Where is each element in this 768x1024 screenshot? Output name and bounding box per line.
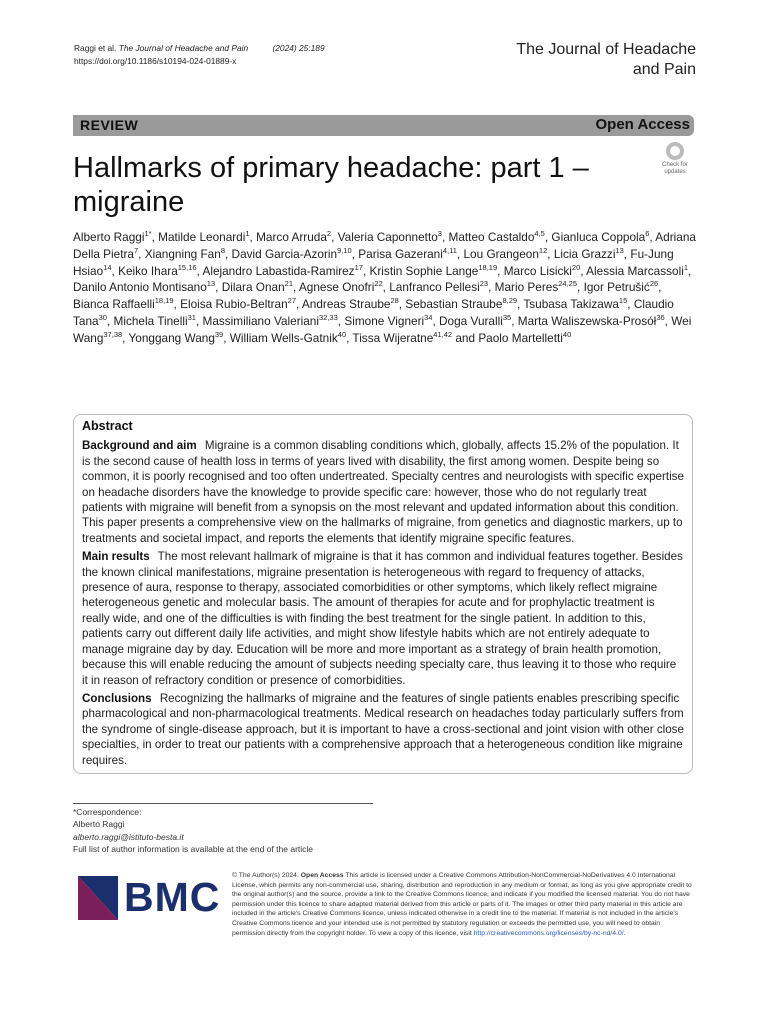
author-name: Bianca Raffaelli [73,297,155,312]
author-entry[interactable] [129,331,224,345]
author-entry[interactable] [73,280,215,294]
author-entry[interactable] [338,230,442,244]
author-name: Paolo Martelletti [478,330,563,345]
author-name: Claudio Tana [73,297,674,328]
author-name: Massimiliano Valeriani [202,313,319,328]
author-name: Adriana Della Pietra [73,230,696,261]
author-affiliation: 2 [326,229,332,239]
author-affiliation: 13 [206,279,216,289]
author-affiliation: 32,33 [318,313,338,323]
author-entry[interactable] [73,297,174,311]
author-affiliation: 28 [390,296,399,306]
author-affiliation: 1 [245,229,250,239]
results-heading: Main results [82,550,150,564]
author-affiliation: 39 [214,329,224,339]
author-name: Alejandro Labastida-Ramirez [202,263,355,278]
author-name: Michela Tinelli [113,313,188,328]
author-entry[interactable] [463,247,547,261]
author-entry[interactable] [495,280,577,294]
author-entry[interactable] [449,230,545,244]
author-affiliation: 18,19 [478,262,498,272]
author-entry[interactable] [73,230,152,244]
author-entry[interactable] [478,331,571,345]
bmc-logo-mark [78,876,118,920]
check-for-updates-badge[interactable] [656,142,694,180]
correspondence-name: Alberto Raggi [73,819,125,830]
author-name: Danilo Antonio Montisano [73,280,207,295]
author-affiliation: 14 [103,262,112,272]
author-conjunction: and [455,330,476,345]
author-affiliation: 37,38 [103,329,123,339]
license-open-access: Open Access [300,872,344,879]
author-affiliation: 22 [374,279,383,289]
author-name: Parisa Gazerani [358,246,443,261]
journal-name-line2: and Pain [632,61,696,78]
check-updates-line1: Check for [662,162,688,168]
background-heading: Background and aim [82,439,197,453]
author-affiliation: 23 [479,279,489,289]
citation-journal: The Journal of Headache and Pain [118,43,249,53]
author-entry[interactable] [232,247,352,261]
author-entry[interactable] [230,331,346,345]
author-entry[interactable] [352,331,452,345]
author-affiliation: 18,19 [154,296,174,306]
author-entry[interactable] [523,297,627,311]
author-entry[interactable] [344,314,432,328]
footnote-divider [73,803,373,804]
author-name: David Garcia-Azorin [231,246,338,261]
author-entry[interactable] [203,314,338,328]
author-name: Fu-Jung Hsiao [73,246,674,278]
author-entry[interactable] [299,280,383,294]
author-entry[interactable] [222,280,293,294]
author-entry[interactable] [256,230,331,244]
author-name: Igor Petrušić [583,280,650,295]
author-name: Andreas Straube [301,297,391,312]
author-affiliation: 7 [133,245,139,255]
author-affiliation: 1 [683,262,689,272]
author-name: Alberto Raggi [73,230,145,244]
author-affiliation: 1* [144,229,152,239]
author-name: Doga Vuralli [439,313,503,328]
author-entry[interactable] [358,247,457,261]
author-affiliation: 36 [656,313,665,323]
correspondence-label: *Correspondence: [73,807,142,817]
background-text: Migraine is a common disabling conditions which, globally, affects 15.2% of the population. It is the second cause of health loss in terms of years lived with disability, the first among women. Despite being so common, it is poorly recognised and too often undertreated. Specialty centres and neurologists with specific expertise on headache disorders have the knowledge to provide specific care: however, those who do not regularly treat patients with migraine will benefit from a synopsis on the most relevant and updated information about this condition. This paper presents a comprehensive view on the hallmarks of migraine, from genetics and diagnostic markers, up to treatments and societal impact, and reports the elements that identify migraine specific features. [82,439,684,545]
author-name: Gianluca Coppola [551,230,646,244]
author-name: Tsubasa Takizawa [523,297,619,312]
conclusions-heading: Conclusions [82,691,152,705]
author-affiliation: 15 [618,296,628,306]
author-info-note: Full list of author information is available at the end of the article [73,843,314,854]
author-affiliation: 40 [562,329,572,339]
author-affiliation: 8 [220,245,225,255]
author-affiliation: 24,25 [558,279,578,289]
abstract-results [82,549,684,688]
license-end: . [623,929,626,937]
article-title: Hallmarks of primary headache: part 1 – migraine [73,152,589,218]
author-entry[interactable] [554,247,624,261]
author-affiliation: 27 [287,296,296,306]
author-affiliation: 34 [424,313,433,323]
author-affiliation: 26 [649,279,659,289]
author-affiliation: 12 [538,245,548,255]
author-name: Matteo Castaldo [448,230,535,244]
footnotes [73,806,393,855]
author-affiliation: 40 [337,329,347,339]
author-affiliation: 20 [571,262,581,272]
correspondence-email[interactable]: alberto.raggi@istituto-besta.it [73,831,184,842]
author-entry[interactable] [584,280,659,294]
article-type-banner [73,115,694,136]
article-type-label: REVIEW [80,117,139,133]
author-affiliation: 31 [187,313,196,323]
author-name: William Wells-Gatnik [229,330,338,345]
abstract-heading: Abstract [82,419,133,433]
open-access-label: Open Access [595,116,690,133]
author-name: Wei Wang [73,313,692,345]
abstract-conclusions [82,691,684,768]
author-entry[interactable] [302,297,399,311]
author-name: Lou Grangeon [463,246,539,261]
license-text: This article is licensed under a Creative Commons Attribution-NonCommercial-NoDerivatives 4.0 International License, which permits any non-commercial use, sharing, distribution and reproduction in any medium or format, as long as you give appropriate credit to the original author(s) and the source, provide a link to the Creative Commons licence, and indicate if you modified the licensed material. You do not have permission under this licence to share adapted material derived from this article or parts of it. The images or other third party material in this article are included in the article's Creative Commons licence, unless indicated otherwise in a credit line to the material. If material is not included in the article's Creative Commons licence and your intended use is not permitted by statutory regulation or exceeds the permitted use, you will need to obtain permission directly from the copyright holder. To view a copy of this licence, visit [232,872,692,937]
check-updates-text [656,162,694,176]
author-name: Sebastian Straube [405,297,503,312]
author-entry[interactable] [370,264,498,278]
author-name: Kristin Sophie Lange [369,263,479,278]
author-entry[interactable] [551,230,649,244]
check-updates-line2: updates [664,169,686,175]
journal-name-line1: The Journal of Headache [516,41,696,58]
author-name: Licia Grazzi [553,246,616,261]
author-affiliation: 3 [437,229,442,239]
author-affiliation: 21 [284,279,293,289]
author-entry[interactable] [180,297,296,311]
author-entry[interactable] [145,247,225,261]
author-affiliation: 17 [354,262,363,272]
author-name: Matilde Leonardi [158,230,246,244]
author-affiliation: 8,29 [502,296,518,306]
author-name: Mario Peres [494,280,559,295]
author-entry[interactable] [158,230,249,244]
author-affiliation: 41,42 [433,329,453,339]
citation-authors: Raggi et al. [74,43,117,53]
license-statement [232,871,694,938]
author-affiliation: 4,5 [534,229,545,239]
author-name: Eloisa Rubio-Beltran [180,297,288,312]
bmc-logo-text: BMC [124,874,221,920]
author-name: Xiangning Fan [144,246,221,261]
license-link[interactable]: http://creativecommons.org/licenses/by-nc-nd/4.0/ [473,929,624,937]
citation-year: (2024) 25:189 [272,43,325,53]
author-name: Agnese Onofri [298,280,375,295]
author-name: Dilara Onan [221,280,285,295]
author-entry[interactable] [518,314,665,328]
author-affiliation: 30 [98,313,107,323]
author-entry[interactable] [202,264,362,278]
author-name: Marco Arruda [256,230,327,244]
journal-name [516,40,696,80]
author-entry[interactable] [389,280,488,294]
author-entry[interactable] [405,297,517,311]
author-entry[interactable] [504,264,581,278]
check-updates-icon [666,142,684,160]
license-copyright: © The Author(s) 2024. [232,872,299,879]
author-name: Marco Lisicki [503,263,572,278]
author-name: Keiko Ihara [118,263,178,278]
author-affiliation: 35 [502,313,512,323]
conclusions-text: Recognizing the hallmarks of migraine and the features of single patients enables prescribing specific pharmacological and non-pharmacological treatments. Medical research on headaches today particularly suffers from the syndrome of single-disease approach, but it is important to have a cross-sectional and joint vision with other close specialties, in order to treat our patients with a comprehensive approach that a heterogeneous condition like migraine requires. [82,691,684,767]
bmc-logo [78,874,221,920]
author-name: Simone Vigneri [344,313,425,328]
author-list: Alberto Raggi$^{1*}$, Matilde Leonardi$^1$, Marco Arruda$^2$, Valeria Caponnetto$^3$, Matteo Castaldo$^{4,5}$, Gianluca Coppola$^6$, Adriana Della Pietra$^7$, Xiangning Fan$^8$, David Garcia-Azorin$^{9,10}$, Parisa Gazerani$^{4,11}$, Lou Grangeon$^{12}$, Licia Grazzi$^{13}$, Fu-Jung Hsiao$^{14}$, Keiko Ihara$^{15,16}$, Alejandro Labastida-Ramirez$^{17}$, Kristin Sophie Lange$^{18,19}$, Marco Lisicki$^{20}$, Alessia Marcassoli$^1$, Danilo Antonio Montisano$^{13}$, Dilara Onan$^{21}$, Agnese Onofri$^{22}$, Lanfranco Pellesi$^{23}$, Mario Peres$^{24,25}$, Igor Petrušić$^{26}$, Bianca Raffaelli$^{18,19}$, Eloisa Rubio-Beltran$^{27}$, Andreas Straube$^{28}$, Sebastian Straube$^{8,29}$, Tsubasa Takizawa$^{15}$, Claudio Tana$^{30}$, Michela Tinelli$^{31}$, Massimiliano Valeriani$^{32,33}$, Simone Vigneri$^{34}$, Doga Vuralli$^{35}$, Marta Waliszewska-Prosół$^{36}$, Wei Wang$^{37,38}$, Yonggang Wang$^{39}$, William Wells-Gatnik$^{40}$, Tissa Wijeratne$^{41,42}$ and Paolo Martelletti$^{40}$ [73,229,696,345]
abstract-background [82,438,684,546]
author-entry[interactable] [586,264,688,278]
author-name: Valeria Caponnetto [337,230,438,244]
abstract-box [73,414,693,774]
author-name: Marta Waliszewska-Prosół [517,313,657,328]
author-affiliation: 4,11 [442,245,457,255]
author-affiliation: 9,10 [337,245,352,255]
doi-link[interactable]: https://doi.org/10.1186/s10194-024-01889-x [74,56,237,66]
author-entry[interactable] [118,264,196,278]
results-text: The most relevant hallmark of migraine is that it has common and individual features together. Besides the known clinical manifestations, migraine presentation is heterogeneous with regard to frequency of attacks, presence of aura, response to therapy, associated comorbidities or other symptoms, which likely reflect migraine heterogeneous genetic and molecular basis. The amount of therapies for acute and for prophylactic treatment is really wide, and one of the difficulties is with finding the best treatment for the single patient. In addition to this, patients carry out different daily life activities, and might show lifestyle habits which are not entirely adequate to manage migraine day by day. Education will be more and more important as a strategy of brain health promotion, because this will enable reducing the amount of subjects needing specialty care, thus leaving it to those who require it in reason of refractory condition or presence of comorbidities. [82,550,683,687]
author-affiliation: 15,16 [177,262,197,272]
author-affiliation: 13 [615,245,624,255]
author-name: Tissa Wijeratne [352,330,434,345]
author-entry[interactable] [439,314,511,328]
citation-header [74,42,374,68]
author-name: Yonggang Wang [128,330,215,345]
author-name: Alessia Marcassoli [586,263,684,278]
author-name: Lanfranco Pellesi [389,280,480,295]
author-entry[interactable] [114,314,196,328]
author-affiliation: 6 [645,229,650,239]
